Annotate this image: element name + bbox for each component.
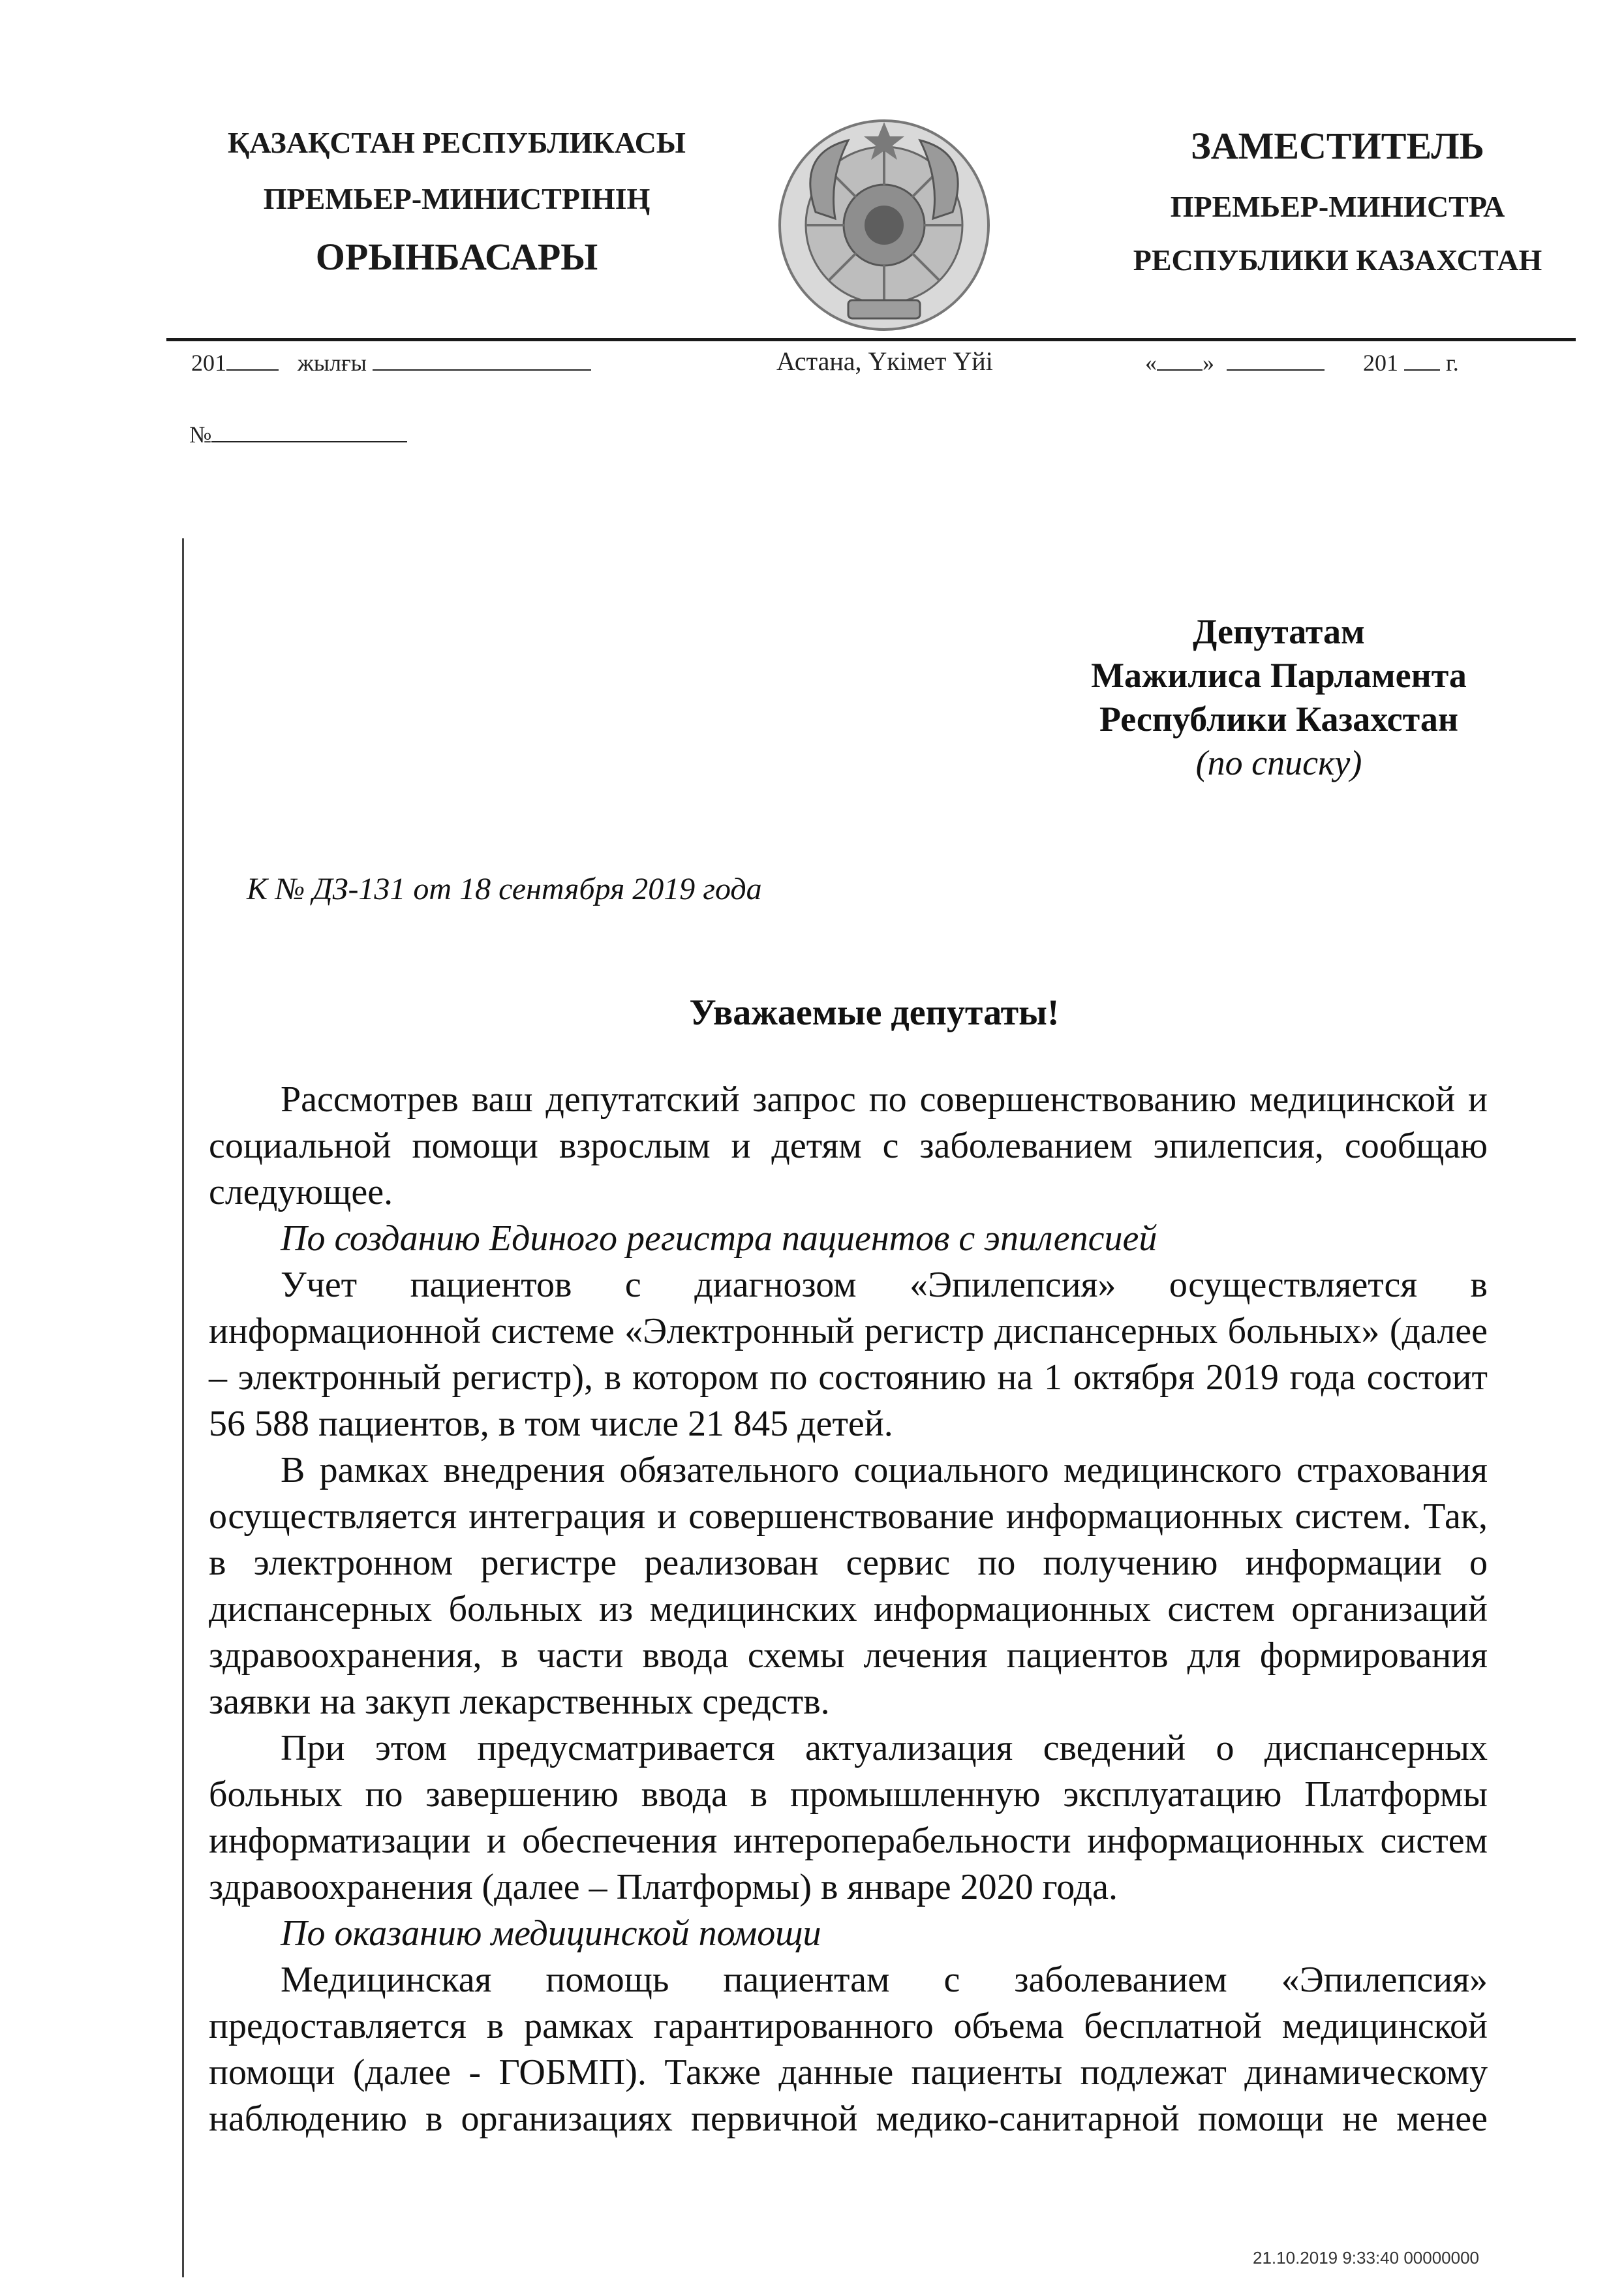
number-field — [189, 421, 407, 448]
addressee-line4: (по списку) — [1195, 743, 1362, 782]
number-blank — [211, 423, 407, 442]
date-field-ru — [1145, 349, 1459, 377]
paragraph-3: В рамках внедрения обязательного социального медицинского страхования осуществляется интеграция и совершенствование информационных систем. Так, в электронном регистре реализован сервис по получению информации о диспансерных больных из медицинских информационных систем организаций здравоохранения, в части ввода схемы лечения пациентов для формирования заявки на закуп лекарственных средств. — [209, 1450, 1488, 1722]
greeting: Уважаемые депутаты! — [689, 993, 1060, 1033]
header-right-line1: ЗАМЕСТИТЕЛЬ — [1191, 125, 1484, 167]
header-rule — [166, 338, 1576, 341]
year-prefix: 201 — [191, 350, 226, 376]
addressee-line1: Депутатам — [1193, 612, 1365, 651]
month-blank — [1227, 351, 1325, 371]
header-left-line2: ПРЕМЬЕР-МИНИСТРІНІҢ — [263, 182, 651, 215]
header-right-line3: РЕСПУБЛИКИ КАЗАХСТАН — [1133, 243, 1542, 277]
section-heading-registry: По созданию Единого регистра пациентов с эпилепсией — [281, 1218, 1157, 1259]
year-suffix-prefix: 201 — [1363, 350, 1398, 376]
number-sign: № — [189, 422, 212, 448]
section-heading-medical-care: По оказанию медицинской помощи — [281, 1913, 821, 1954]
kazakhstan-state-emblem-icon — [770, 114, 998, 336]
day-blank — [1157, 351, 1203, 371]
paragraph-4: При этом предусматривается актуализация сведений о диспансерных больных по завершению ввода в промышленную эксплуатацию Платформы информатизации и обеспечения интероперабельности информационных систем здравоохранения (далее – Платформы) в январе 2020 года. — [209, 1728, 1488, 1907]
quote-close: » — [1203, 350, 1214, 376]
addressee-line3: Республики Казахстан — [1099, 700, 1458, 739]
quote-open: « — [1145, 350, 1157, 376]
year-blank — [226, 351, 279, 371]
date-blank-kz — [373, 351, 591, 371]
reference-line: К № ДЗ-131 от 18 сентября 2019 года — [247, 872, 762, 906]
place-label: Астана, Үкімет Үйі — [776, 346, 993, 376]
paragraph-5: Медицинская помощь пациентам с заболеванием «Эпилепсия» предоставляется в рамках гарантированного объема бесплатной медицинской помощи (далее - ГОБМП). Также данные пациенты подлежат динамическому наблюдению в организациях первичной медико-санитарной помощи не менее — [209, 1960, 1488, 2139]
year-suffix: г. — [1446, 350, 1459, 376]
margin-line — [182, 538, 184, 2277]
year-suffix-blank — [1404, 351, 1440, 371]
paragraph-2: Учет пациентов с диагнозом «Эпилепсия» осуществляется в информационной системе «Электронный регистр диспансерных больных» (далее – электронный регистр), в котором по состоянию на 1 октября 2019 года состоит 56 588 пациентов, в том числе 21 845 детей. — [209, 1265, 1488, 1444]
header-left-line3: ОРЫНБАСАРЫ — [315, 236, 598, 278]
paragraph-1: Рассмотрев ваш депутатский запрос по совершенствованию медицинской и социальной помощи взрослым и детям с заболеванием эпилепсия, сообщаю следующее. — [209, 1079, 1488, 1212]
header-left-line1: ҚАЗАҚСТАН РЕСПУБЛИКАСЫ — [228, 126, 686, 159]
letter-body — [209, 1077, 1488, 2142]
date-field-kz — [191, 349, 591, 377]
year-word: жылғы — [298, 350, 367, 376]
addressee-block — [1018, 610, 1540, 785]
addressee-line2: Мажилиса Парламента — [1091, 656, 1467, 695]
timestamp-stamp: 21.10.2019 9:33:40 00000000 — [1253, 2248, 1480, 2268]
header-right-line2: ПРЕМЬЕР-МИНИСТРА — [1170, 190, 1505, 223]
